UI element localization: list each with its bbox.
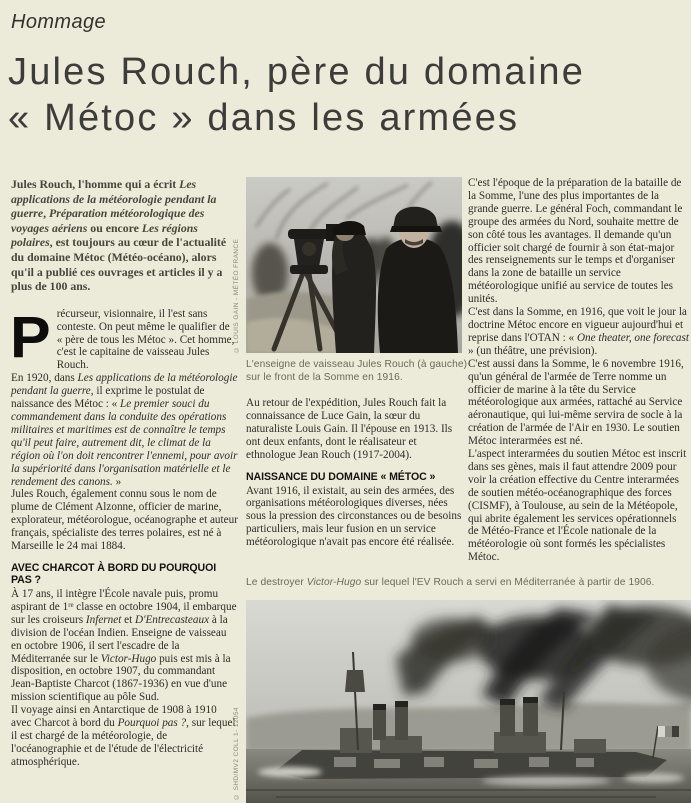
somme-photo-illustration [246, 177, 462, 353]
somme-photo-caption: L'enseigne de vaisseau Jules Rouch (à gauche) sur le front de la Somme en 1916. [246, 359, 468, 383]
ship-photo [246, 600, 691, 803]
drop-cap: P [10, 304, 51, 370]
subheading-metoc: NAISSANCE DU DOMAINE « MÉTOC » [246, 470, 436, 483]
section-kicker: Hommage [11, 11, 107, 33]
subheading-charcot: AVEC CHARCOT À BORD DU POURQUOI PAS ? [11, 561, 217, 586]
body-paragraph: Avant 1916, il existait, au sein des armées, des organisations météorologiques diverses, nées sous la pression des circonstances ou de besoins particuliers, mais leur fusion en un service météorologique n'avait pas encore été réalisée. [246, 484, 462, 549]
column-middle [246, 397, 465, 549]
body-paragraph: Il voyage ainsi en Antarctique de 1908 à 1910 avec Charcot à bord du Pourquoi pas ?, sur lequel il est chargé de la météorologie, de l'océanographie et de l'étude de l'électricité atmosphérique. [11, 704, 236, 768]
body-paragraph: C'est aussi dans la Somme, le 6 novembre 1916, qu'un général de l'armée de Terre nomme un officier de marine à la tête du Service météorologique aux armées, rattaché au Service aéronautique, qui lui-même servira de socle à la création de l'armée de l'Air en 1930. Le soutien Métoc interarmées est né. [468, 357, 684, 448]
dropcap-paragraph [10, 304, 238, 373]
photo-credit: © LOUIS GAIN - MÉTÉO FRANCE [233, 238, 240, 353]
body-paragraph: Jules Rouch, également connu sous le nom de plume de Clément Alzonne, officier de marine, explorateur, météorologue, océanographe et auteur français, spécialiste des terres polaires, est né à Marseille le 24 mai 1884. [11, 488, 238, 553]
body-paragraph: En 1920, dans Les applications de la météorologie pendant la guerre, il exprime le postulat de naissance des Métoc : « Le premier souci du commandement dans la conduite des opérations militaires et maritimes est de connaître le temps qu'il peut faire, autrement dit, le climat de la région où l'on doit rencontrer l'ennemi, pour avoir la supériorité dans l'organisation matérielle et le rendement des canons. » [11, 372, 238, 488]
article-title-line1: Jules Rouch, père du domaine [8, 51, 586, 93]
ship-photo-credit: © SHD/MV2 COLL 1- 12054 [233, 707, 240, 800]
column-left [11, 177, 238, 769]
intro-paragraph: Jules Rouch, l'homme qui a écrit Les applications de la météorologie pendant la guerre, Préparation météorologique des voyages aériens ou encore Les régions polaires, est toujours au cœur de l'actualité du domaine Métoc (Météo-océano), alors qu'il a publié ces ouvrages et articles il y a plus de 100 ans. [11, 177, 227, 294]
ship-photo-illustration [246, 600, 691, 803]
article-title [8, 49, 668, 141]
body-paragraph: L'aspect interarmées du soutien Métoc est inscrit dans ses gènes, mais il faut attendre 2009 pour voir la création effective du Centre interarmées de soutien météo-océanographique des forces (CISMF), à Toulouse, au sein de la Météopole, qui abrite également les services opérationnels de Météo-France et l'École nationale de la météorologie où sont formés les spécialistes Métoc. [468, 448, 687, 564]
body-paragraph: Au retour de l'expédition, Jules Rouch fait la connaissance de Luce Gain, la sœur du naturaliste Louis Gain. Il l'épouse en 1913. Ils ont deux enfants, dont le réalisateur et ethnologue Jean Rouch (1917-2004). [246, 397, 453, 461]
ship-photo-caption: Le destroyer Victor-Hugo sur lequel l'EV Rouch a servi en Méditerranée à partir de 1906. [246, 577, 655, 588]
column-right [468, 177, 689, 564]
body-paragraph: C'est dans la Somme, en 1916, que voit le jour la doctrine Métoc encore en vigueur aujourd'hui et reprise dans l'OTAN : « One theater, one forecast » (un théâtre, une prévision). [468, 306, 689, 357]
body-paragraph: C'est l'époque de la préparation de la bataille de la Somme, l'une des plus importantes de la grande guerre. Le général Foch, commandant le groupe des armées du Nord, souhaite mettre de son côté tous les avantages. Il demande qu'un officier soit chargé de fournir à son état-major des renseignements sur le temps et d'organiser dans la zone de bataille un service météorologique unifié au service de toutes les unités. [468, 177, 683, 306]
body-paragraph: À 17 ans, il intègre l'École navale puis, promu aspirant de 1ʳᵉ classe en octobre 1904, il embarque sur les croiseurs Infernet et D'Entrecasteaux à la division de l'océan Indien. Enseigne de vaisseau en octobre 1906, il sert l'escadre de la Méditerranée sur le Victor-Hugo puis est mis à la disposition, en octobre 1907, du commandant Jean-Baptiste Charcot (1867-1936) en vue d'une mission scientifique au pôle Sud. [11, 587, 237, 704]
dropcap-paragraph-text: récurseur, visionnaire, il l'est sans conteste. On peut même le qualifier de « père de tous les Métoc ». Cet homme, c'est le capitaine de vaisseau Jules Rouch. [56, 307, 235, 372]
somme-photo [246, 177, 462, 353]
article-title-line2: « Métoc » dans les armées [8, 97, 520, 139]
